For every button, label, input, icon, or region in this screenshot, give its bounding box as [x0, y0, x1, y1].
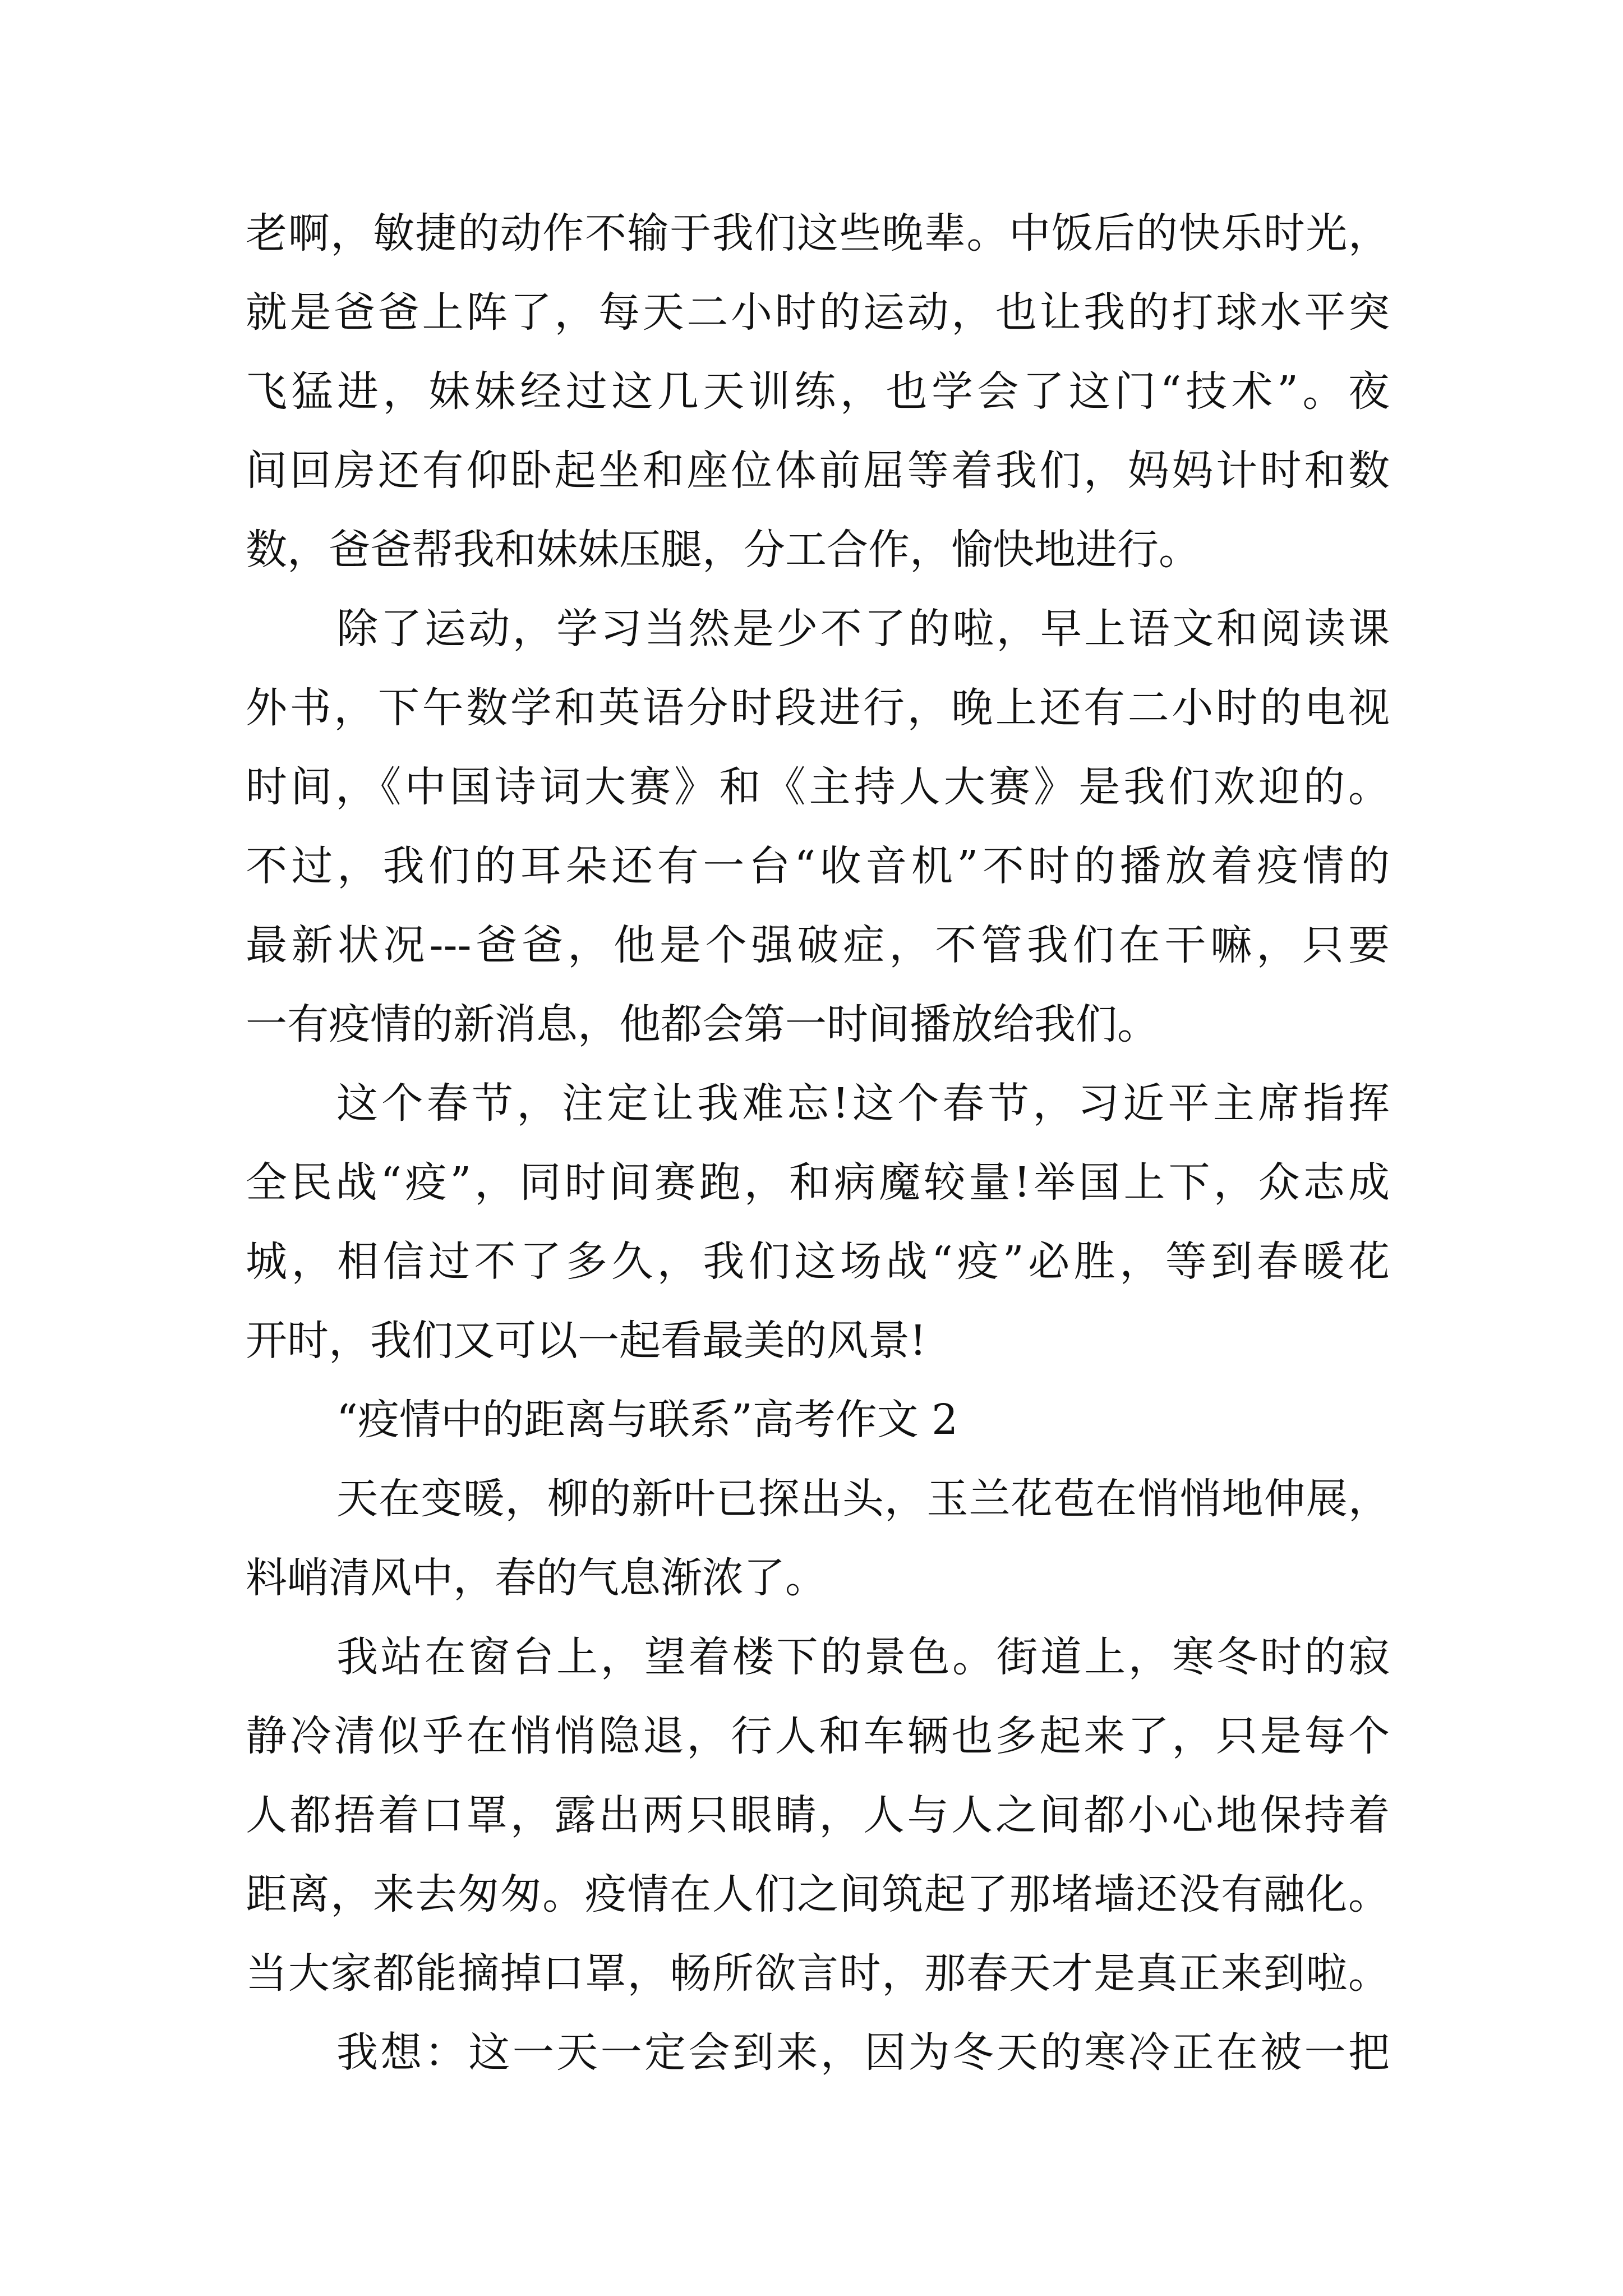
section-heading: “疫情中的距离与联系”高考作文 2 — [336, 1396, 958, 1444]
text-line: 就是爸爸上阵了，每天二小时的运动，也让我的打球水平突 — [246, 288, 1390, 337]
text-line: 全民战“疫”，同时间赛跑，和病魔较量!举国上下，众志成 — [246, 1158, 1390, 1207]
text-line: 开时，我们又可以一起看最美的风景! — [246, 1317, 926, 1365]
text-line: 飞猛进，妹妹经过这几天训练，也学会了这门“技术”。夜 — [246, 367, 1390, 416]
text-line: 时间，《中国诗词大赛》和《主持人大赛》是我们欢迎的。 — [246, 763, 1390, 811]
text-line: 外书，下午数学和英语分时段进行，晚上还有二小时的电视 — [246, 684, 1390, 732]
paragraph-first-line: 天在变暖，柳的新叶已探出头，玉兰花苞在悄悄地伸展， — [336, 1475, 1390, 1523]
text-line: 老啊，敏捷的动作不输于我们这些晚辈。中饭后的快乐时光， — [246, 209, 1390, 257]
text-line: 一有疫情的新消息，他都会第一时间播放给我们。 — [246, 1000, 1159, 1048]
text-line: 不过，我们的耳朵还有一台“收音机”不时的播放着疫情的 — [246, 842, 1390, 890]
text-line: 城，相信过不了多久，我们这场战“疫”必胜，等到春暖花 — [246, 1237, 1390, 1286]
text-line: 静冷清似乎在悄悄隐退，行人和车辆也多起来了，只是每个 — [246, 1712, 1390, 1760]
text-line: 间回房还有仰卧起坐和座位体前屈等着我们，妈妈计时和数 — [246, 447, 1390, 495]
text-line: 最新状况---爸爸，他是个强破症，不管我们在干嘛，只要 — [246, 921, 1390, 969]
text-line: 距离，来去匆匆。疫情在人们之间筑起了那堵墙还没有融化。 — [246, 1870, 1390, 1918]
text-line: 数，爸爸帮我和妹妹压腿，分工合作，愉快地进行。 — [246, 526, 1200, 574]
paragraph-first-line: 这个春节，注定让我难忘!这个春节，习近平主席指挥 — [336, 1079, 1390, 1128]
paragraph-first-line: 除了运动，学习当然是少不了的啦，早上语文和阅读课 — [336, 605, 1390, 653]
paragraph-first-line: 我站在窗台上，望着楼下的景色。街道上，寒冬时的寂 — [336, 1633, 1390, 1681]
text-line: 人都捂着口罩，露出两只眼睛，人与人之间都小心地保持着 — [246, 1791, 1390, 1839]
paragraph-first-line: 我想：这一天一定会到来，因为冬天的寒冷正在被一把 — [336, 2028, 1390, 2077]
text-line: 当大家都能摘掉口罩，畅所欲言时，那春天才是真正来到啦。 — [246, 1949, 1390, 1998]
text-line: 料峭清风中，春的气息渐浓了。 — [246, 1554, 827, 1602]
